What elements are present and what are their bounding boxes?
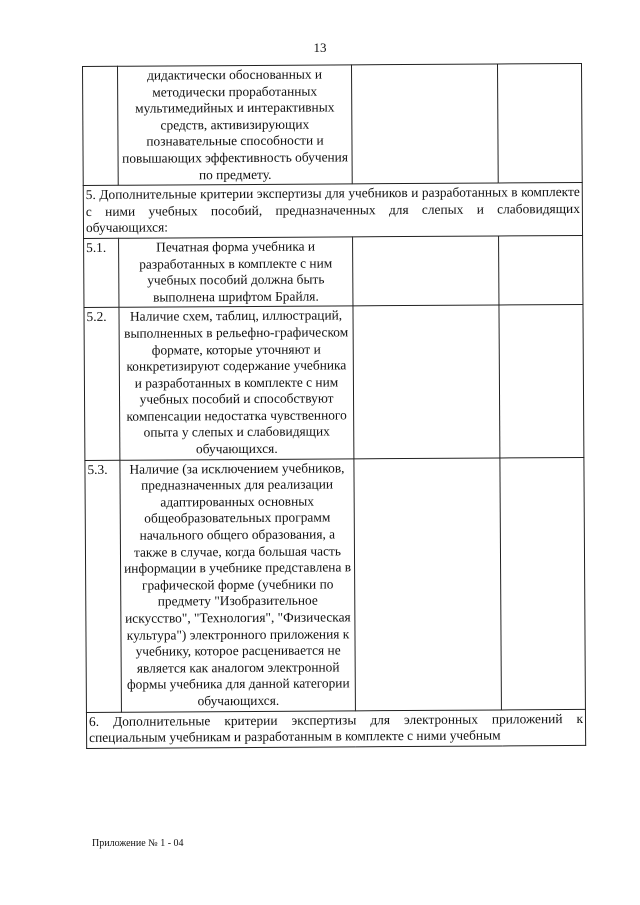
table-row <box>85 457 586 712</box>
item-text: Наличие (за исключением учебников, предназначенных для реализации адаптированных основных общеобразовательных программ начального общего образования, а также в случае, когда большая часть информации в учебнике представлена в графической форме (учебники по предмету "Изобразительное искусство", "Технология", "Физическая культура") электронного приложения к учебнику, которое расценивается не является как аналогом электронной формы учебника для данной категории обучающихся. <box>120 459 355 712</box>
section-row <box>86 709 585 748</box>
item-text: Печатная форма учебника и разработанных в комплекте с ним учебных пособий должна быть выполнена шрифтом Брайля. <box>119 237 353 308</box>
section-heading: 6. Дополнительные критерии экспертизы для электронных приложений к специальным учебникам и разработанным в комплекте с ними учебным <box>86 709 585 748</box>
empty-cell <box>353 305 500 458</box>
table-row <box>83 63 583 185</box>
footer-annex-label: Приложение № 1 - 04 <box>92 838 184 849</box>
empty-cell <box>354 458 502 711</box>
page-number: 13 <box>313 40 327 55</box>
item-number: 5.3. <box>85 460 122 712</box>
section-heading: 5. Дополнительные критерии экспертизы для учебников и разработанных в комплекте с ними учебных пособий, предназначенных для слепых и слабовидящих обучающихся: <box>83 183 582 239</box>
item-text: дидактически обоснованных и методически проработанных мультимедийных и интерактивных средств, активизирующих познавательные способности и повышающих эффективность обучения по предмету. <box>118 65 352 186</box>
item-number: 5.2. <box>84 308 120 461</box>
table-row <box>84 235 583 307</box>
empty-cell <box>500 457 585 709</box>
item-number: 5.1. <box>84 238 120 308</box>
empty-cell <box>499 305 584 458</box>
table-row <box>84 305 584 460</box>
empty-cell <box>499 235 583 305</box>
item-text: Наличие схем, таблиц, иллюстраций, выполненных в рельефно-графическом формате, которые уточняют и конкретизируют содержание учебника и разработанных в комплекте с ним учебных пособий и способствуют компенсации недостатка чувственного опыта у слепых и слабовидящих обучающихся. <box>119 306 353 460</box>
empty-cell <box>498 63 583 183</box>
empty-cell <box>352 236 499 306</box>
item-number <box>83 66 119 185</box>
empty-cell <box>351 64 498 184</box>
section-row <box>83 183 582 239</box>
criteria-table <box>82 63 586 749</box>
